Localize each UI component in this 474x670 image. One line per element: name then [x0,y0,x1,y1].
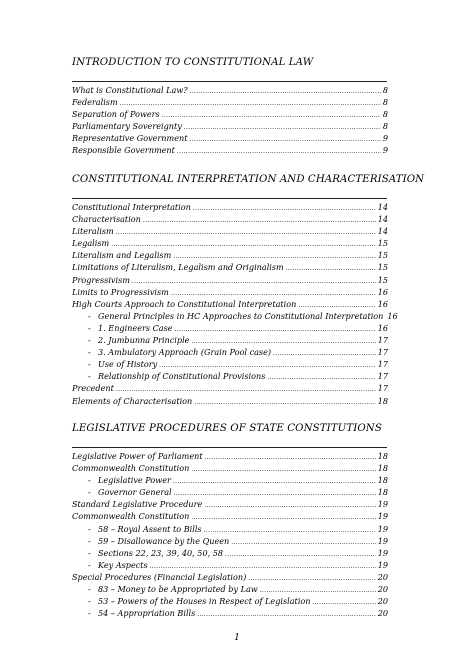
toc-entry[interactable] [72,225,388,237]
toc-entry-label: Progressivism [72,274,130,285]
toc-entry-label: 2. Jumbunna Principle [98,335,190,346]
bullet-dash: - [88,475,91,486]
toc-entry[interactable] [72,261,388,273]
toc-entry-label: Commonwealth Constitution [72,511,190,522]
toc-section-legislative [72,422,388,619]
toc-entry[interactable] [72,108,388,120]
toc-entry-page-number: 14 [377,202,388,212]
bullet-dash: - [88,535,91,546]
toc-entry-page-number: 8 [382,109,388,120]
bullet-dash: - [88,322,91,333]
bullet-dash: - [88,359,91,370]
toc-subentry[interactable] [72,310,398,322]
toc-entry-page-number: 20 [377,608,388,619]
bullet-dash: - [88,371,91,382]
toc-entry-list [72,201,398,407]
toc-entry-page-number: 15 [377,250,388,261]
toc-subentry[interactable] [72,358,388,370]
toc-entry-label: High Courts Approach to Constitutional Interpretation [72,298,297,309]
bullet-dash: - [88,310,91,321]
bullet-dash: - [88,523,91,534]
toc-subentry[interactable] [72,559,388,571]
toc-entry-label: Elements of Characterisation [72,395,193,406]
toc-entry-label: Literalism and Legalism [72,250,172,261]
section-title: INTRODUCTION TO CONSTITUTIONAL LAW [72,57,314,68]
toc-entry-label: Limits to Progressivism [72,286,169,297]
section-title: LEGISLATIVE PROCEDURES OF STATE CONSTITUTIONS [72,423,382,434]
toc-entry-label: Limitations of Literalism, Legalism and Originalism [72,262,284,273]
toc-entry[interactable] [72,201,388,213]
toc-entry-page-number: 8 [382,121,388,132]
toc-entry[interactable] [72,249,388,261]
toc-entry-page-number: 14 [377,226,388,237]
toc-entry-label: 3. Ambulatory Approach (Grain Pool case) [98,347,272,358]
toc-entry-label: Constitutional Interpretation [72,202,191,212]
toc-subentry[interactable] [72,370,388,382]
toc-entry-label: Standard Legislative Procedure [72,499,203,510]
toc-entry-label: 1. Engineers Case [98,322,173,333]
toc-entry-label: Relationship of Constitutional Provisions [98,371,266,382]
toc-entry-label: Sections 22, 23, 39, 40, 50, 58 [98,547,224,558]
toc-entry-label: Representative Government [72,133,188,144]
toc-entry[interactable] [72,274,388,286]
toc-subentry[interactable] [72,334,388,346]
toc-entry-page-number: 19 [377,535,388,546]
toc-entry[interactable] [72,382,388,394]
toc-entry-label: Legalism [72,238,110,249]
toc-entry-page-number: 19 [377,511,388,522]
toc-entry-page-number: 9 [382,145,388,156]
toc-section-interpretation [72,173,425,407]
toc-section-introduction [72,56,388,157]
toc-entry[interactable] [72,498,388,510]
bullet-dash: - [88,559,91,570]
toc-entry-page-number: 16 [377,298,388,309]
bullet-dash: - [88,596,91,607]
toc-entry-page-number: 8 [382,85,388,95]
toc-entry-label: Use of History [98,359,158,370]
section-divider [72,198,387,199]
toc-entry-page-number: 18 [377,451,388,461]
toc-entry[interactable] [72,84,388,96]
toc-entry-page-number: 17 [377,335,388,346]
toc-entry-page-number: 16 [387,310,398,321]
toc-entry-label: 83 – Money to be Appropriated by Law [98,584,258,595]
toc-entry-page-number: 17 [377,347,388,358]
toc-entry-label: Federalism [72,97,118,108]
dot-leader [194,395,375,409]
bullet-dash: - [88,584,91,595]
toc-entry-page-number: 8 [382,97,388,108]
toc-entry-page-number: 9 [382,133,388,144]
bullet-dash: - [88,608,91,619]
toc-entry-page-number: 15 [377,262,388,273]
toc-subentry[interactable] [72,346,388,358]
toc-entry-page-number: 18 [377,463,388,474]
toc-entry[interactable] [72,450,388,462]
toc-entry[interactable] [72,132,388,144]
toc-entry-label: 58 – Royal Assent to Bills [98,523,202,534]
toc-entry-page-number: 20 [377,571,388,582]
toc-entry[interactable] [72,298,388,310]
toc-entry-label: Governor General [98,487,172,498]
dot-leader [197,607,375,621]
toc-entry-label: Legislative Power [98,475,171,486]
toc-entry-page-number: 17 [377,359,388,370]
toc-entry-page-number: 16 [377,286,388,297]
toc-entry-label: What is Constitutional Law? [72,85,188,95]
toc-entry-label: General Principles in HC Approaches to Constitutional Interpretation [98,310,384,321]
toc-entry-label: Key Aspects [98,559,148,570]
page-number: 1 [234,633,240,643]
dot-leader [177,144,381,158]
toc-entry-page-number: 17 [377,371,388,382]
toc-entry-label: Precedent [72,383,114,394]
toc-subentry[interactable] [72,583,388,595]
toc-subentry[interactable] [72,523,388,535]
toc-entry-label: Commonwealth Constitution [72,463,190,474]
toc-subentry[interactable] [72,595,388,607]
toc-entry-page-number: 15 [377,274,388,285]
bullet-dash: - [88,547,91,558]
toc-entry-label: 53 – Powers of the Houses in Respect of Legislation [98,596,311,607]
toc-entry[interactable] [72,144,388,156]
toc-entry-page-number: 19 [377,499,388,510]
toc-entry-page-number: 20 [377,596,388,607]
toc-entry-label: Responsible Government [72,145,175,156]
toc-entry[interactable] [72,96,388,108]
toc-subentry[interactable] [72,607,388,619]
toc-entry-page-number: 15 [377,238,388,249]
toc-entry-label: Literalism [72,226,114,237]
toc-subentry[interactable] [72,547,388,559]
toc-entry-label: Parliamentary Sovereignty [72,121,182,132]
toc-entry-list [72,84,388,157]
toc-entry-page-number: 16 [377,322,388,333]
section-title: CONSTITUTIONAL INTERPRETATION AND CHARACTERISATION [72,174,425,185]
toc-entry-list [72,450,388,619]
toc-entry-page-number: 19 [377,523,388,534]
bullet-dash: - [88,487,91,498]
toc-entry[interactable] [72,395,388,407]
toc-entry-page-number: 19 [377,547,388,558]
toc-entry-page-number: 18 [377,395,388,406]
toc-entry[interactable] [72,462,388,474]
toc-entry-page-number: 20 [377,584,388,595]
toc-entry[interactable] [72,213,388,225]
toc-entry[interactable] [72,286,388,298]
section-divider [72,447,387,448]
toc-entry-label: Separation of Powers [72,109,160,120]
toc-entry[interactable] [72,120,388,132]
toc-subentry[interactable] [72,474,388,486]
toc-entry[interactable] [72,571,388,583]
toc-entry-page-number: 19 [377,559,388,570]
toc-entry-page-number: 18 [377,475,388,486]
toc-entry-label: Characterisation [72,214,141,225]
bullet-dash: - [88,347,91,358]
toc-entry-label: 59 – Disallowance by the Queen [98,535,230,546]
section-divider [72,81,387,82]
toc-entry[interactable] [72,510,388,522]
toc-subentry[interactable] [72,322,388,334]
toc-entry[interactable] [72,237,388,249]
toc-entry-page-number: 18 [377,487,388,498]
toc-entry-label: Legislative Power of Parliament [72,451,203,461]
toc-entry-label: 54 – Appropriation Bills [98,608,196,619]
toc-entry-label: Special Procedures (Financial Legislation) [72,571,247,582]
toc-entry-page-number: 17 [377,383,388,394]
bullet-dash: - [88,335,91,346]
toc-subentry[interactable] [72,486,388,498]
toc-entry-page-number: 14 [377,214,388,225]
